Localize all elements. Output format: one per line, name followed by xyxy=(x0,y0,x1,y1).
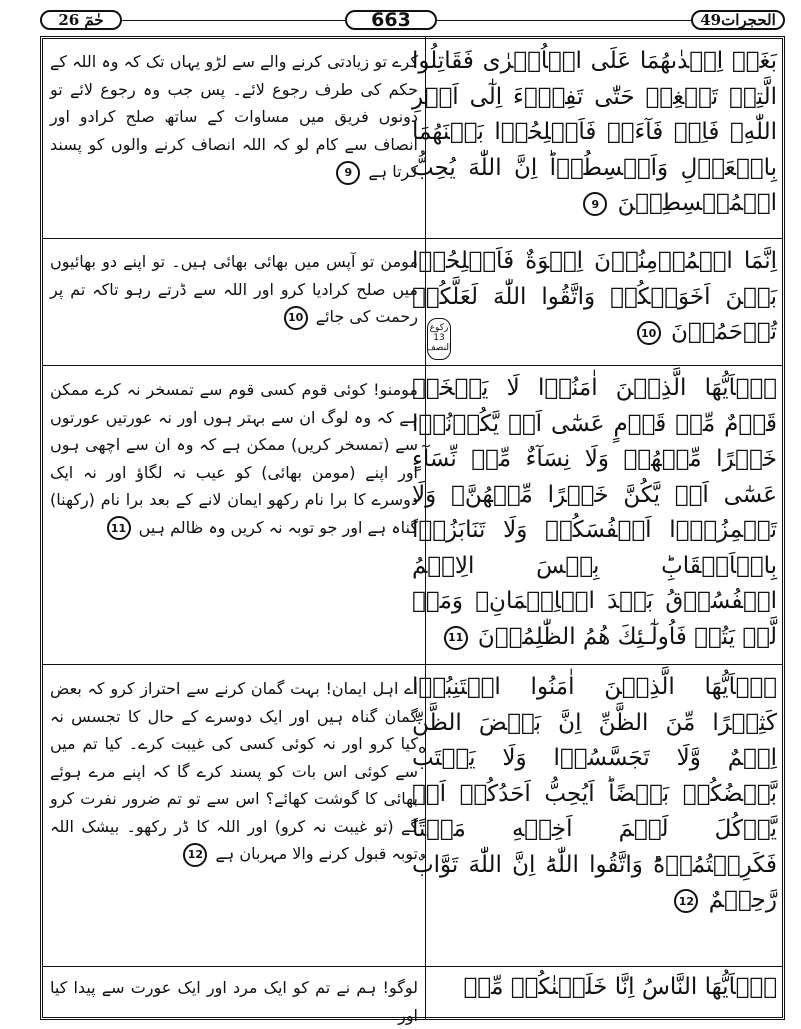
page-header xyxy=(40,8,785,34)
verse-number-marker: 12 xyxy=(674,889,698,913)
verse-number-marker: 12 xyxy=(183,843,207,867)
header-rule-right xyxy=(437,20,691,21)
verse-number-marker: 11 xyxy=(107,516,131,540)
ruku-marker-side: النصف xyxy=(426,342,452,353)
urdu-text-section-2 xyxy=(50,248,418,331)
arabic-verse-text: اِنَّمَا الۡمُؤۡمِنُوۡنَ اِخۡوَةٌ فَاَصۡلِحُوۡا بَيۡنَ اَخَوَيۡكُمۡ‌ وَاتَّقُوا اللّٰهَ لَعَلَّكُمۡ تُرۡحَمُوۡنَ xyxy=(412,248,777,345)
section-separator xyxy=(43,238,782,239)
arabic-text-section-4 xyxy=(412,670,777,919)
section-separator xyxy=(43,966,782,967)
arabic-verse-text: يٰۤاَيُّهَا النَّاسُ اِنَّا خَلَقۡنٰكُمۡ مِّنۡ xyxy=(463,974,777,1000)
urdu-translation-text: اے اہل ایمان! بہت گمان کرنے سے احتراز کرو کہ بعض گمان گناہ ہیں اور ایک دوسرے کے حال کا تجسس نہ کیا کرو اور نہ کوئی کسی کی غیبت کرے۔ کیا تم میں سے کوئی اس بات کو پسند کرے گا کہ اپنے مرے ہوئے بھائی کا گوشت کھائے؟ اس سے تو تم ضرور نفرت کرو گے (تو غیبت نہ کرو) اور اللہ کا ڈر رکھو۔ بیشک اللہ توبہ قبول کرنے والا مہربان ہے xyxy=(50,679,418,863)
verse-number-marker: 9 xyxy=(336,161,360,185)
section-separator xyxy=(43,365,782,366)
urdu-text-section-5 xyxy=(50,974,418,1029)
urdu-translation-text: مومن تو آپس میں بھائی بھائی ہیں۔ تو اپنے دو بھائیوں میں صلح کرادیا کرو اور اللہ سے ڈرتے رہو تاکہ تم پر رحمت کی جائے xyxy=(50,252,418,326)
section-separator xyxy=(43,664,782,665)
verse-number-marker: 10 xyxy=(284,306,308,330)
arabic-text-section-2 xyxy=(412,244,777,351)
verse-number-marker: 9 xyxy=(583,192,607,216)
arabic-verse-text: يٰۤاَيُّهَا الَّذِيۡنَ اٰمَنُوا اجۡتَنِبُوۡا كَثِيۡرًا مِّنَ الظَّنِّ اِنَّ بَعۡضَ الظَّنِّ اِثۡمٌ وَّلَا تَجَسَّسُوۡا وَلَا يَغۡتَبْ بَّعۡضُكُمۡ بَعۡضًا‌ؕ اَيُحِبُّ اَحَدُكُمۡ اَنۡ يَّاۡكُلَ لَحۡمَ اَخِيۡهِ مَيۡتًا فَكَرِهۡتُمُوۡهُ‌ؕ وَاتَّقُوا اللّٰهَ‌ؕ اِنَّ اللّٰهَ تَوَّابٌ رَّحِيۡمٌ xyxy=(412,674,777,913)
urdu-translation-text: کرے تو زیادتی کرنے والے سے لڑو یہاں تک کہ وہ اللہ کے حکم کی طرف رجوع لائے۔ پس جب وہ رجوع لائے تو دونوں فریق میں مساوات کے ساتھ صلح کرادو اور انصاف سے کام لو کہ اللہ انصاف کرنے والوں کو پسند کرتا ہے xyxy=(50,52,418,181)
arabic-verse-text: يٰۤاَيُّهَا الَّذِيۡنَ اٰمَنُوۡا لَا يَسۡخَرۡ قَوۡمٌ مِّنۡ قَوۡمٍ عَسٰٓى اَنۡ يَّكُوۡنُوۡا خَيۡرًا مِّنۡهُمۡ وَلَا نِسَآءٌ مِّنۡ نِّسَآءٍ عَسٰٓى اَنۡ يَّكُنَّ خَيۡرًا مِّنۡهُنَّ‌ۚ وَلَا تَلۡمِزُوۡۤا اَنۡفُسَكُمۡ وَلَا تَنَابَزُوۡا بِالۡاَلۡقَابِ‌ؕ بِئۡسَ الِاسۡمُ الۡفُسُوۡقُ بَعۡدَ الۡاِيۡمَانِ‌ۚ وَمَنۡ لَّمۡ يَتُبۡ فَاُولٰٓـئِكَ هُمُ الظّٰلِمُوۡنَ xyxy=(412,375,777,650)
urdu-text-section-1 xyxy=(50,48,418,186)
urdu-translation-text: لوگو! ہم نے تم کو ایک مرد اور ایک عورت سے پیدا کیا اور xyxy=(50,978,418,1025)
ruku-marker-number: 13 xyxy=(433,333,445,344)
page-number: 663 xyxy=(345,10,437,30)
juz-label: حٰمٓ 26 xyxy=(40,10,122,30)
urdu-text-section-4 xyxy=(50,675,418,868)
ruku-marker-top: رکوع xyxy=(429,323,449,334)
surah-label: الحجرات49 xyxy=(691,10,785,30)
verse-number-marker: 10 xyxy=(637,321,661,345)
quran-page xyxy=(40,8,785,1025)
header-rule-left xyxy=(122,20,345,21)
urdu-translation-text: مومنو! کوئی قوم کسی قوم سے تمسخر نہ کرے ممکن ہے کہ وہ لوگ ان سے بہتر ہوں اور نہ عورتیں عورتوں سے (تمسخر کریں) ممکن ہے کہ وہ ان سے اچھی ہوں اور اپنے (مومن بھائی) کو عیب نہ لگاؤ اور نہ ایک دوسرے کا برا نام رکھو ایمان لانے کے بعد برا نام (رکھنا) گناہ ہے اور جو توبہ نہ کریں وہ ظالم ہیں xyxy=(50,380,418,537)
verse-number-marker: 11 xyxy=(444,626,468,650)
urdu-text-section-3 xyxy=(50,376,418,541)
arabic-text-section-3 xyxy=(412,371,777,655)
arabic-text-section-5 xyxy=(412,970,777,1006)
arabic-text-section-1 xyxy=(412,44,777,222)
arabic-verse-text: بَغَتۡ اِحۡدٰىهُمَا عَلَى الۡاُخۡرٰى فَقَاتِلُوا الَّتِىۡ تَبۡغِىۡ حَتّٰى تَفِىۡٓءَ اِلٰٓى اَمۡرِ اللّٰهِ‌ۚ فَاِنۡ فَآءَتۡ فَاَصۡلِحُوۡا بَيۡنَهُمَا بِالۡعَدۡلِ وَاَقۡسِطُوۡا‌ؕ اِنَّ اللّٰهَ يُحِبُّ الۡمُقۡسِطِيۡنَ xyxy=(412,48,777,216)
